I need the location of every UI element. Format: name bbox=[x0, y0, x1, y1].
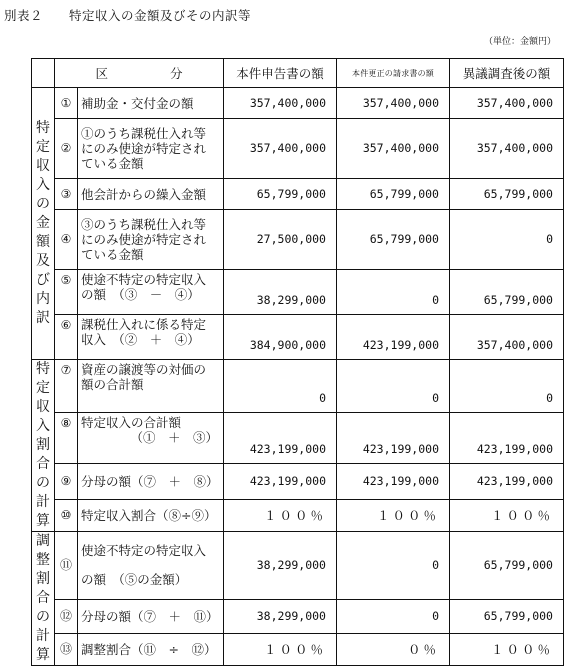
value-filed-return: 38,299,000 bbox=[224, 270, 337, 315]
value-correction-request: １００％ bbox=[337, 500, 450, 532]
value-correction-request: 423,199,000 bbox=[337, 413, 450, 464]
document-title: 別表２ 特定収入の金額及びその内訳等 bbox=[4, 8, 252, 23]
header-kubun-a: 区 bbox=[95, 65, 108, 81]
header-corner bbox=[32, 59, 55, 88]
table-row bbox=[32, 179, 564, 210]
value-filed-return: １００％ bbox=[224, 500, 337, 532]
value-after-investigation: 423,199,000 bbox=[450, 413, 564, 464]
row-label: 課税仕入れに係る特定 収入 （② ＋ ④） bbox=[78, 315, 224, 360]
value-correction-request: 423,199,000 bbox=[337, 463, 450, 500]
value-correction-request: 357,400,000 bbox=[337, 119, 450, 179]
value-filed-return: 384,900,000 bbox=[224, 315, 337, 360]
row-label: 使途不特定の特定収入 の額 （⑤の金額） bbox=[78, 532, 224, 600]
row-number: ⑤ bbox=[55, 270, 78, 315]
value-after-investigation: 357,400,000 bbox=[450, 88, 564, 119]
row-number: ② bbox=[55, 119, 78, 179]
row-number: ⑧ bbox=[55, 413, 78, 464]
row-number: ③ bbox=[55, 179, 78, 210]
value-correction-request: 0 bbox=[337, 360, 450, 413]
row-number: ① bbox=[55, 88, 78, 119]
value-after-investigation: 65,799,000 bbox=[450, 270, 564, 315]
value-after-investigation: 357,400,000 bbox=[450, 119, 564, 179]
value-after-investigation: 0 bbox=[450, 360, 564, 413]
header-row bbox=[32, 59, 564, 88]
value-after-investigation: １００％ bbox=[450, 633, 564, 665]
header-col-filed-return: 本件申告書の額 bbox=[224, 59, 337, 88]
row-label: 特定収入割合（⑧÷⑨） bbox=[78, 500, 224, 532]
unit-note: （単位：金額円） bbox=[483, 37, 556, 47]
table-row bbox=[32, 633, 564, 665]
row-number: ④ bbox=[55, 210, 78, 270]
value-after-investigation: １００％ bbox=[450, 500, 564, 532]
value-correction-request: 0 bbox=[337, 270, 450, 315]
value-correction-request: 65,799,000 bbox=[337, 210, 450, 270]
value-after-investigation: 0 bbox=[450, 210, 564, 270]
row-label: 調整割合（⑪ ÷ ⑫） bbox=[78, 633, 224, 665]
table-row bbox=[32, 270, 564, 315]
group-label-income-breakdown: 特 定 収 入 の 金 額 及 び 内 訳 bbox=[32, 88, 55, 360]
row-number: ⑨ bbox=[55, 463, 78, 500]
table-row bbox=[32, 119, 564, 179]
value-filed-return: 38,299,000 bbox=[224, 532, 337, 600]
header-kubun-b: 分 bbox=[170, 65, 183, 81]
group-label-adjustment-ratio: 調 整 割 合 の 計 算 bbox=[32, 532, 55, 666]
value-correction-request: 0 bbox=[337, 532, 450, 600]
value-filed-return: １００％ bbox=[224, 633, 337, 665]
table-row bbox=[32, 315, 564, 360]
table-row bbox=[32, 532, 564, 600]
value-filed-return: 423,199,000 bbox=[224, 463, 337, 500]
table-row bbox=[32, 463, 564, 500]
value-filed-return: 357,400,000 bbox=[224, 88, 337, 119]
value-filed-return: 0 bbox=[224, 360, 337, 413]
value-filed-return: 357,400,000 bbox=[224, 119, 337, 179]
row-number: ⑥ bbox=[55, 315, 78, 360]
row-label: 他会計からの繰入金額 bbox=[78, 179, 224, 210]
row-label: 特定収入の合計額 （① ＋ ③） bbox=[78, 413, 224, 464]
row-number: ⑬ bbox=[55, 633, 78, 665]
group-label-income-ratio: 特 定 収 入 割 合 の 計 算 bbox=[32, 360, 55, 532]
table-row bbox=[32, 210, 564, 270]
table-row bbox=[32, 599, 564, 633]
value-after-investigation: 423,199,000 bbox=[450, 463, 564, 500]
value-correction-request: 65,799,000 bbox=[337, 179, 450, 210]
header-col-correction-request: 本件更正の請求書の額 bbox=[337, 59, 450, 88]
row-label: 資産の譲渡等の対価の 額の合計額 bbox=[78, 360, 224, 413]
value-filed-return: 65,799,000 bbox=[224, 179, 337, 210]
value-filed-return: 38,299,000 bbox=[224, 599, 337, 633]
value-after-investigation: 357,400,000 bbox=[450, 315, 564, 360]
row-label: 分母の額（⑦ ＋ ⑧） bbox=[78, 463, 224, 500]
row-label: 分母の額（⑦ ＋ ⑪） bbox=[78, 599, 224, 633]
row-number: ⑩ bbox=[55, 500, 78, 532]
value-correction-request: ０％ bbox=[337, 633, 450, 665]
row-number: ⑪ bbox=[55, 532, 78, 600]
value-correction-request: 0 bbox=[337, 599, 450, 633]
table-row bbox=[32, 413, 564, 464]
header-kubun bbox=[55, 59, 224, 88]
table-row bbox=[32, 360, 564, 413]
value-correction-request: 357,400,000 bbox=[337, 88, 450, 119]
value-filed-return: 27,500,000 bbox=[224, 210, 337, 270]
value-correction-request: 423,199,000 bbox=[337, 315, 450, 360]
row-label: 補助金・交付金の額 bbox=[78, 88, 224, 119]
table-row bbox=[32, 88, 564, 119]
row-number: ⑦ bbox=[55, 360, 78, 413]
value-after-investigation: 65,799,000 bbox=[450, 532, 564, 600]
row-number: ⑫ bbox=[55, 599, 78, 633]
row-label: ①のうち課税仕入れ等 にのみ使途が特定され ている金額 bbox=[78, 119, 224, 179]
row-label: 使途不特定の特定収入 の額 （③ － ④） bbox=[78, 270, 224, 315]
specific-income-table bbox=[31, 58, 564, 666]
value-after-investigation: 65,799,000 bbox=[450, 179, 564, 210]
value-after-investigation: 65,799,000 bbox=[450, 599, 564, 633]
row-label: ③のうち課税仕入れ等 にのみ使途が特定され ている金額 bbox=[78, 210, 224, 270]
table-row bbox=[32, 500, 564, 532]
value-filed-return: 423,199,000 bbox=[224, 413, 337, 464]
header-col-after-investigation: 異議調査後の額 bbox=[450, 59, 564, 88]
